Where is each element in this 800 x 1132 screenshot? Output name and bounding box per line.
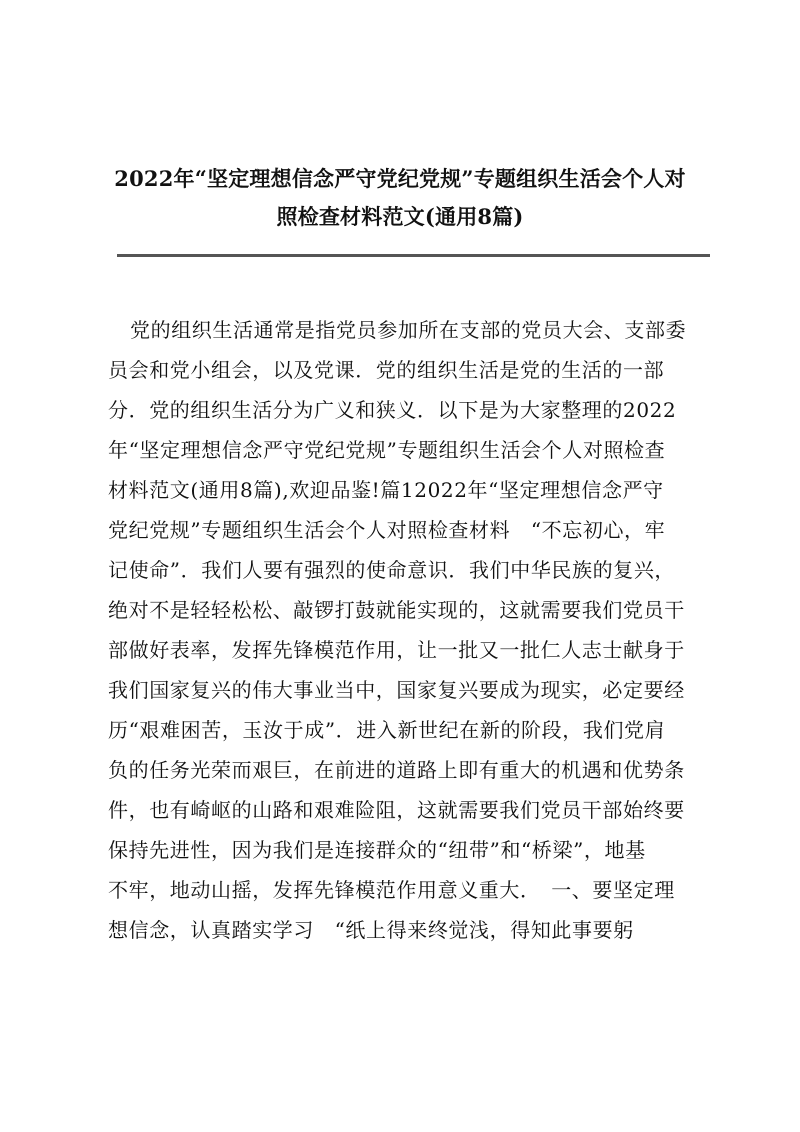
body-line: 负的任务光荣而艰巨，在前进的道路上即有重大的机遇和优势条	[108, 758, 685, 782]
body-line: 年“坚定理想信念严守党纪党规”专题组织生活会个人对照检查	[108, 438, 666, 462]
body-line: 党的组织生活通常是指党员参加所在支部的党员大会、支部委	[130, 318, 687, 342]
body-line: 历“艰难困苦，玉汝于成”．进入新世纪在新的阶段，我们党肩	[108, 718, 666, 742]
body-line: 部做好表率，发挥先锋模范作用，让一批又一批仁人志士献身于	[108, 638, 685, 662]
document-body	[108, 310, 718, 950]
body-line: 员会和党小组会，以及党课．党的组织生活是党的生活的一部	[108, 358, 665, 382]
body-line: 绝对不是轻轻松松、敲锣打鼓就能实现的，这就需要我们党员干	[108, 598, 685, 622]
body-line: 件，也有崎岖的山路和艰难险阻，这就需要我们党员干部始终要	[108, 798, 685, 822]
body-line: 材料范文(通用8篇),欢迎品鉴!篇12022年“坚定理想信念严守	[108, 478, 664, 502]
document-title	[90, 160, 710, 236]
title-divider	[117, 254, 710, 257]
body-line: 党纪党规”专题组织生活会个人对照检查材料 “不忘初心，牢	[108, 518, 666, 542]
body-line: 保持先进性，因为我们是连接群众的“纽带”和“桥梁”，地基	[108, 838, 646, 862]
body-line: 分．党的组织生活分为广义和狭义．以下是为大家整理的2022	[108, 398, 677, 422]
title-line-2: 照检查材料范文(通用8篇)	[276, 204, 524, 229]
body-line: 不牢，地动山摇，发挥先锋模范作用意义重大． 一、要坚定理	[108, 878, 675, 902]
body-line: 我们国家复兴的伟大事业当中，国家复兴要成为现实，必定要经	[108, 678, 685, 702]
body-line: 想信念，认真踏实学习 “纸上得来终觉浅，得知此事要躬	[108, 918, 634, 942]
body-line: 记使命”．我们人要有强烈的使命意识．我们中华民族的复兴，	[108, 558, 676, 582]
title-line-1: 2022年“坚定理想信念严守党纪党规”专题组织生活会个人对	[114, 166, 686, 191]
